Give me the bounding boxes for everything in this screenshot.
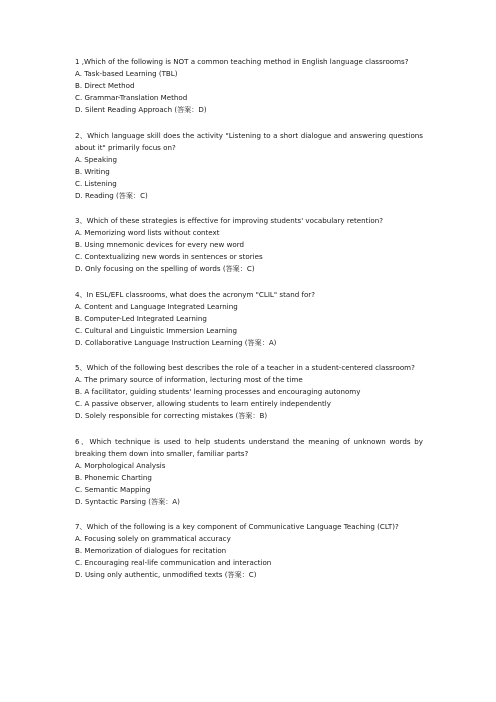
option-d: D. Reading (答案：C) xyxy=(75,190,148,200)
option-a: A. Content and Language Integrated Learning xyxy=(75,301,238,311)
option-d: D. Using only authentic, unmodified texts (答案：C) xyxy=(75,570,257,579)
option-d: D. Collaborative Language Instruction Learning (答案：A) xyxy=(75,337,277,347)
question-7 xyxy=(75,521,423,581)
option-c: C. Encouraging real-life communication and interaction xyxy=(75,558,272,567)
document-page xyxy=(75,56,423,595)
question-text: 7、Which of the following is a key component of Communicative Language Teaching (CLT)? xyxy=(75,522,399,531)
option-a: A. Morphological Analysis xyxy=(75,460,166,470)
option-d: D. Only focusing on the spelling of words (答案：C) xyxy=(75,264,255,273)
option-d: D. Silent Reading Approach (答案：D) xyxy=(75,105,207,114)
option-b: B. A facilitator, guiding students' learning processes and encouraging autonomy xyxy=(75,387,361,396)
question-1 xyxy=(75,56,423,116)
question-text: 6、Which technique is used to help students understand the meaning of unknown words by breaking them down into smaller, familiar parts? xyxy=(75,436,423,458)
question-text: 1 ,Which of the following is NOT a common teaching method in English language classrooms? xyxy=(75,57,409,66)
question-text: 5、Which of the following best describes the role of a teacher in a student-centered classroom? xyxy=(75,363,415,372)
option-c: C. Grammar-Translation Method xyxy=(75,93,188,102)
option-b: B. Direct Method xyxy=(75,81,135,90)
option-a: A. The primary source of information, lecturing most of the time xyxy=(75,375,303,384)
option-b: B. Computer-Led Integrated Learning xyxy=(75,313,207,323)
option-c: C. Listening xyxy=(75,178,117,188)
option-c: C. A passive observer, allowing students to learn entirely independently xyxy=(75,399,331,408)
option-b: B. Writing xyxy=(75,166,110,176)
option-c: C. Contextualizing new words in sentences or stories xyxy=(75,252,263,261)
option-b: B. Using mnemonic devices for every new word xyxy=(75,240,245,249)
question-text: 4、In ESL/EFL classrooms, what does the acronym "CLIL" stand for? xyxy=(75,289,315,299)
option-a: A. Focusing solely on grammatical accuracy xyxy=(75,534,231,543)
question-text: 2、Which language skill does the activity "Listening to a short dialogue and answering questions about it" primarily focus on? xyxy=(75,130,423,152)
option-b: B. Memorization of dialogues for recitation xyxy=(75,546,227,555)
question-6 xyxy=(75,436,423,508)
option-a: A. Memorizing word lists without context xyxy=(75,228,220,237)
question-5 xyxy=(75,362,423,422)
question-4 xyxy=(75,289,423,349)
option-d: D. Syntactic Parsing (答案：A) xyxy=(75,496,180,506)
option-c: C. Cultural and Linguistic Immersion Learning xyxy=(75,325,237,335)
question-2 xyxy=(75,130,423,202)
option-d: D. Solely responsible for correcting mistakes (答案：B) xyxy=(75,411,268,420)
option-b: B. Phonemic Charting xyxy=(75,472,152,482)
option-a: A. Task-based Learning (TBL) xyxy=(75,69,178,78)
question-3 xyxy=(75,215,423,275)
option-c: C. Semantic Mapping xyxy=(75,484,151,494)
question-text: 3、Which of these strategies is effective for improving students' vocabulary retention? xyxy=(75,216,383,225)
option-a: A. Speaking xyxy=(75,154,118,164)
